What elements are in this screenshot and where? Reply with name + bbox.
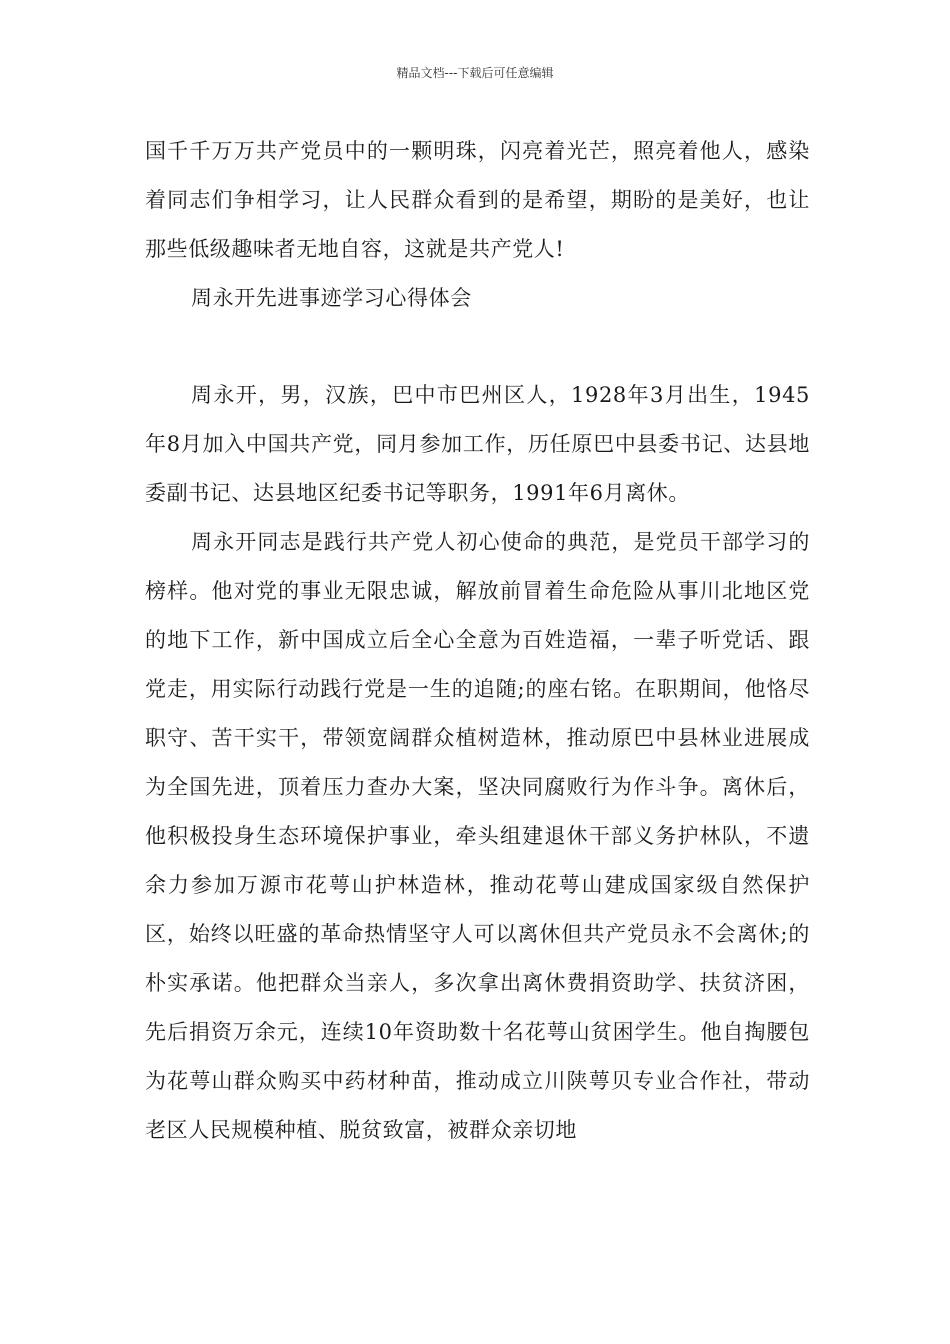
document-title: 周永开先进事迹学习心得体会	[191, 286, 472, 310]
document-body	[145, 127, 810, 1155]
body-paragraph-1: 周永开，男，汉族，巴中市巴州区人，1928年3月出生，1945年8月加入中国共产党，同月参加工作，历任原巴中县委书记、达县地委副书记、达县地区纪委书记等职务，1991年6月离休。	[145, 383, 810, 505]
page-header: 精品文档---下载后可任意编辑	[396, 66, 554, 80]
body-paragraph-2: 周永开同志是践行共产党人初心使命的典范，是党员干部学习的榜样。他对党的事业无限忠诚，解放前冒着生命危险从事川北地区党的地下工作，新中国成立后全心全意为百姓造福，一辈子听党话、跟党走，用实际行动践行党是一生的追随;的座右铭。在职期间，他恪尽职守、苦干实干，带领宽阔群众植树造林，推动原巴中县林业进展成为全国先进，顶着压力查办大案，坚决同腐败行为作斗争。离休后，他积极投身生态环境保护事业，牵头组建退休干部义务护林队，不遗余力参加万源市花萼山护林造林，推动花萼山建成国家级自然保护区，始终以旺盛的革命热情坚守人可以离休但共产党员永不会离休;的朴实承诺。他把群众当亲人，多次拿出离休费捐资助学、扶贫济困，先后捐资万余元，连续10年资助数十名花萼山贫困学生。他自掏腰包为花萼山群众购买中药材种苗，推动成立川陕萼贝专业合作社，带动老区人民规模种植、脱贫致富，被群众亲切地	[145, 530, 810, 1142]
intro-paragraph: 国千千万万共产党员中的一颗明珠，闪亮着光芒，照亮着他人，感染着同志们争相学习，让人民群众看到的是希望，期盼的是美好，也让那些低级趣味者无地自容，这就是共产党人!	[145, 139, 810, 261]
